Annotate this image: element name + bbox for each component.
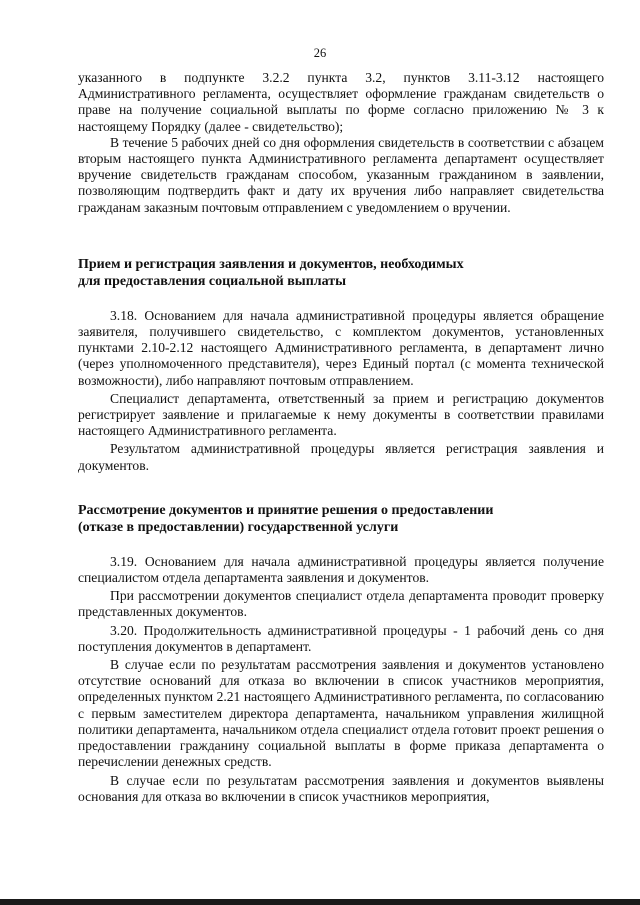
paragraph: При рассмотрении документов специалист отдела департамента проводит проверку представленных документов. (78, 588, 604, 620)
paragraph: 3.20. Продолжительность административной процедуры - 1 рабочий день со дня поступления документов в департамент. (78, 622, 604, 654)
section-heading (78, 502, 604, 536)
section-heading-line: Рассмотрение документов и принятие решения о предоставлении (78, 502, 494, 518)
section-heading-line: для предоставления социальной выплаты (78, 273, 347, 289)
paragraph: Специалист департамента, ответственный за прием и регистрацию документов регистрирует заявление и прилагаемые к нему документы в соответствии правилами настоящего Административного регламента. (78, 390, 604, 439)
paragraph: указанного в подпункте 3.2.2 пункта 3.2, пунктов 3.11-3.12 настоящего Административного регламента, осуществляет оформление гражданам свидетельств о праве на получение социальной выплаты по форме согласно приложению № 3 к настоящему Порядку (далее - свидетельство); (78, 70, 604, 134)
section-heading (78, 256, 604, 290)
paragraph: В случае если по результатам рассмотрения заявления и документов установлено отсутствие оснований для отказа во включении в список участников мероприятия, определенных пунктом 2.21 настоящего Административного регламента, по согласованию с первым заместителем директора департамента, начальником управления жилищной политики департамента, начальником отдела специалист отдела готовит проект решения о предоставлении гражданину социальной выплаты в форме приказа департамента о перечислении денежных средств. (78, 657, 604, 770)
section-heading-line: Прием и регистрация заявления и документов, необходимых (78, 256, 464, 272)
document-body (78, 70, 604, 805)
page-number: 26 (313, 46, 327, 60)
paragraph: Результатом административной процедуры является регистрация заявления и документов. (78, 441, 604, 473)
paragraph: В случае если по результатам рассмотрения заявления и документов выявлены основания для отказа во включении в список участников мероприятия, (78, 772, 604, 804)
paragraph: В течение 5 рабочих дней со дня оформления свидетельств в соответствии с абзацем вторым настоящего пункта Административного регламента департамент осуществляет вручение свидетельств гражданам способом, указанным гражданином в заявлении, позволяющим подтвердить факт и дату их вручения либо направляет свидетельства гражданам заказным почтовым отправлением с уведомлением о вручении. (78, 134, 604, 215)
paragraph: 3.18. Основанием для начала административной процедуры является обращение заявителя, получившего свидетельство, с комплектом документов, установленных пунктами 2.10-2.12 настоящего Административного регламента, в департамент лично (через уполномоченного представителя), через Единый портал (с момента технической возможности), либо направляют почтовым отправлением. (78, 307, 604, 388)
paragraph: 3.19. Основанием для начала административной процедуры является получение специалистом отдела департамента заявления и документов. (78, 553, 604, 586)
scan-edge (0, 899, 640, 905)
section-heading-line: (отказе в предоставлении) государственной услуги (78, 519, 399, 535)
